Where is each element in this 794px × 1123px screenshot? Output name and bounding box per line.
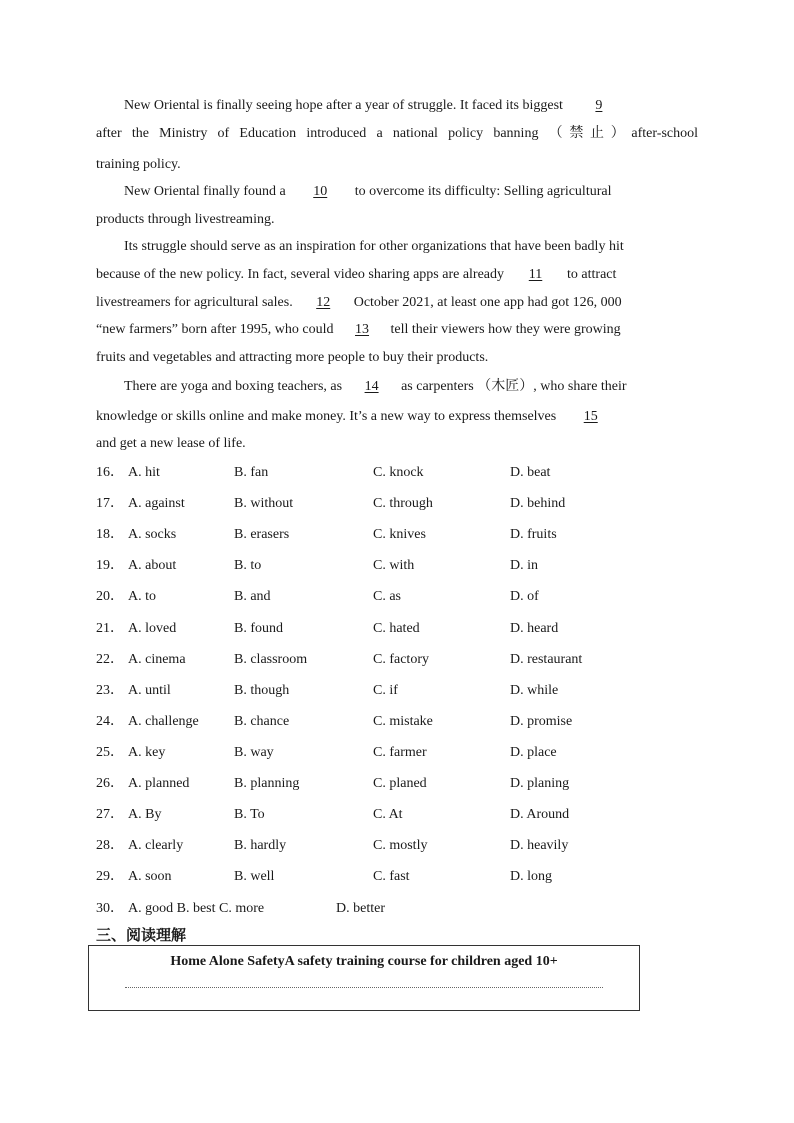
passage-text: October 2021, at least one app had got 126, 000 <box>353 295 622 310</box>
passage-text: as carpenters （木匠）, who share their <box>401 379 627 394</box>
passage-line <box>124 96 698 116</box>
passage-text: knowledge or skills online and make money. It’s a new way to express themselves <box>96 409 557 424</box>
option-a: A. loved <box>128 620 177 636</box>
question-row <box>96 556 696 576</box>
passage-text: New Oriental finally found a <box>124 184 286 199</box>
question-row <box>96 650 696 670</box>
option-c: C. At <box>373 807 403 823</box>
option-d: D. better <box>336 901 385 916</box>
question-row <box>96 494 696 514</box>
option-c: C. planed <box>373 776 427 791</box>
option-c: C. if <box>373 682 398 698</box>
blank-10: 10 <box>313 184 328 199</box>
question-number: 22． <box>96 651 124 667</box>
option-c: C. with <box>373 558 415 574</box>
question-number: 19． <box>96 558 124 574</box>
option-b: B. fan <box>234 465 269 480</box>
option-d: D. while <box>510 682 559 698</box>
question-row <box>96 681 696 701</box>
option-c: C. fast <box>373 869 410 885</box>
option-d: D. Around <box>510 807 570 823</box>
passage-line <box>96 293 622 313</box>
passage-line: Its struggle should serve as an inspiration for other organizations that have been badly hit <box>124 239 624 254</box>
option-d: D. behind <box>510 496 566 512</box>
option-a: A. about <box>128 558 177 574</box>
option-a: A. until <box>128 682 171 698</box>
blank-15: 15 <box>583 409 598 424</box>
question-options: A. good B. best C. more <box>128 901 265 916</box>
question-row <box>96 743 696 763</box>
option-a: A. socks <box>128 527 177 543</box>
option-d: D. place <box>510 744 557 760</box>
blank-12: 12 <box>316 295 331 310</box>
passage-text: because of the new policy. In fact, several video sharing apps are already <box>96 267 505 282</box>
option-a: A. planned <box>128 776 190 791</box>
reading-box <box>88 945 640 1011</box>
option-d: D. fruits <box>510 527 557 543</box>
question-row <box>96 774 696 794</box>
option-b: B. erasers <box>234 527 290 543</box>
question-row <box>96 712 696 732</box>
passage-text: “new farmers” born after 1995, who could <box>96 322 334 337</box>
passage-text: tell their viewers how they were growing <box>390 322 621 337</box>
question-number: 18． <box>96 527 124 543</box>
option-b: B. way <box>234 744 274 760</box>
question-number: 16． <box>96 465 124 480</box>
option-a: A. to <box>128 589 156 605</box>
question-number: 25． <box>96 744 124 760</box>
blank-14: 14 <box>364 379 379 394</box>
question-number: 21． <box>96 620 124 636</box>
passage-text: to overcome its difficulty: Selling agricultural <box>354 184 612 199</box>
option-b: B. though <box>234 682 290 698</box>
option-b: B. to <box>234 558 262 574</box>
question-number: 26． <box>96 776 124 791</box>
option-c: C. knives <box>373 527 426 543</box>
option-b: B. classroom <box>234 651 308 667</box>
section-title: 三、阅读理解 <box>96 926 187 944</box>
passage-line: training policy. <box>96 157 181 172</box>
option-b: B. and <box>234 589 271 605</box>
option-a: A. cinema <box>128 651 186 667</box>
passage-line: products through livestreaming. <box>96 212 275 227</box>
option-b: B. found <box>234 620 283 636</box>
option-d: D. restaurant <box>510 651 583 667</box>
option-d: D. planing <box>510 776 570 791</box>
question-row <box>96 525 696 545</box>
passage-text: There are yoga and boxing teachers, as <box>124 379 343 394</box>
box-title: Home Alone SafetyA safety training course for children aged 10+ <box>170 954 558 969</box>
option-d: D. heavily <box>510 838 569 854</box>
option-b: B. To <box>234 807 265 823</box>
question-number: 27． <box>96 807 124 823</box>
option-d: D. heard <box>510 620 559 636</box>
question-number: 30． <box>96 901 124 916</box>
question-row <box>96 619 696 639</box>
option-c: C. mistake <box>373 713 433 729</box>
option-a: A. soon <box>128 869 172 885</box>
question-number: 28． <box>96 838 124 854</box>
question-number: 29． <box>96 869 124 885</box>
option-d: D. of <box>510 589 539 605</box>
passage-line: and get a new lease of life. <box>96 436 246 451</box>
option-b: B. chance <box>234 713 290 729</box>
passage-text: New Oriental is finally seeing hope after a year of struggle. It faced its biggest <box>124 98 563 113</box>
question-number: 23． <box>96 682 124 698</box>
question-row <box>96 805 696 825</box>
option-d: D. beat <box>510 465 551 480</box>
passage-line <box>124 377 627 397</box>
blank-13: 13 <box>355 322 370 337</box>
option-a: A. against <box>128 496 185 512</box>
passage-line <box>96 407 598 427</box>
passage-line: fruits and vegetables and attracting more people to buy their products. <box>96 350 489 365</box>
question-number: 24． <box>96 713 124 729</box>
passage-line: after the Ministry of Education introduced a national policy banning （禁止）after-school <box>96 126 698 141</box>
option-c: C. farmer <box>373 744 427 760</box>
option-a: A. By <box>128 807 162 823</box>
passage-line <box>96 320 621 340</box>
question-row <box>96 463 696 483</box>
option-a: A. key <box>128 744 166 760</box>
option-c: C. hated <box>373 620 420 636</box>
question-row <box>96 836 696 856</box>
option-c: C. through <box>373 496 433 512</box>
option-d: D. promise <box>510 713 573 729</box>
blank-9: 9 <box>595 98 603 113</box>
option-c: C. factory <box>373 651 429 667</box>
question-row <box>96 867 696 887</box>
option-b: B. without <box>234 496 294 512</box>
question-number: 20． <box>96 589 124 605</box>
option-c: C. mostly <box>373 838 428 854</box>
question-row <box>96 587 696 607</box>
option-d: D. in <box>510 558 538 574</box>
passage-line <box>96 265 616 285</box>
passage-line <box>124 182 611 202</box>
option-b: B. hardly <box>234 838 287 854</box>
question-number: 17． <box>96 496 124 512</box>
passage-text: livestreamers for agricultural sales. <box>96 295 293 310</box>
dotted-rule <box>125 986 603 988</box>
option-b: B. well <box>234 869 275 885</box>
option-a: A. clearly <box>128 838 184 854</box>
passage-text: to attract <box>567 267 617 282</box>
option-a: A. hit <box>128 465 160 480</box>
blank-11: 11 <box>528 267 543 282</box>
option-c: C. knock <box>373 465 424 480</box>
option-d: D. long <box>510 869 552 885</box>
option-a: A. challenge <box>128 713 199 729</box>
question-row-30 <box>96 899 696 919</box>
option-c: C. as <box>373 589 401 605</box>
option-b: B. planning <box>234 776 300 791</box>
